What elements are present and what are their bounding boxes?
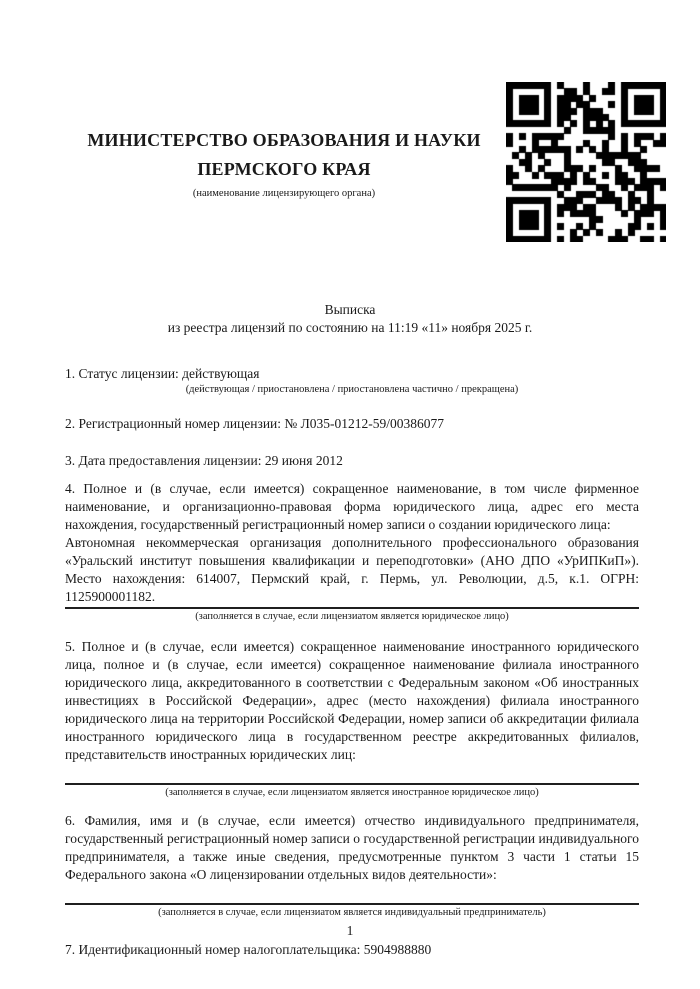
item-7-text: 7. Идентификационный номер налогоплательщика: 5904988880 xyxy=(65,942,432,957)
item-5-blank-field xyxy=(65,764,639,782)
item-license-date xyxy=(65,452,639,470)
document-title-line2: из реестра лицензий по состоянию на 11:19 «11» ноября 2025 г. xyxy=(167,319,533,335)
licensing-authority-block xyxy=(58,126,510,199)
item-foreign-entity xyxy=(65,638,639,800)
item-5-caption: (заполняется в случае, если лицензиатом является иностранное юридическое лицо) xyxy=(65,783,639,800)
document-title-block xyxy=(0,301,700,336)
item-6-text: 6. Фамилия, имя и (в случае, если имеется) отчество индивидуального предпринимателя, государственный регистрационный номер записи о государственной регистрации индивидуального предпринимателя, а также иные сведения, предусмотренные пунктом 3 части 1 статьи 15 Федерального закона «О лицензировании отдельных видов деятельности»: xyxy=(65,813,639,882)
ministry-caption: (наименование лицензирующего органа) xyxy=(192,188,376,199)
item-6-blank-field xyxy=(65,884,639,902)
item-3-text: 3. Дата предоставления лицензии: 29 июня 2012 xyxy=(65,453,343,468)
ministry-name-line2: ПЕРМСКОГО КРАЯ xyxy=(197,159,371,179)
item-2-text: 2. Регистрационный номер лицензии: № Л035-01212-59/00386077 xyxy=(65,416,445,431)
page-number: 1 xyxy=(346,923,354,938)
item-taxpayer-number xyxy=(65,941,639,959)
item-1-text: 1. Статус лицензии: действующая xyxy=(65,366,260,381)
item-4-caption: (заполняется в случае, если лицензиатом является юридическое лицо) xyxy=(65,607,639,624)
item-6-caption: (заполняется в случае, если лицензиатом является индивидуальный предприниматель) xyxy=(65,903,639,920)
item-4-value: Автономная некоммерческая организация дополнительного профессионального образования «Уральский институт повышения квалификации и переподготовки» (АНО ДПО «УрИПКиП»). Место нахождения: 614007, Пермский край, г. Пермь, ул. Революции, д.5, к.1. ОГРН: 1125900001182. xyxy=(65,535,639,604)
item-legal-entity xyxy=(65,480,639,624)
document-body xyxy=(65,365,639,959)
item-license-status xyxy=(65,365,639,397)
ministry-name-line1: МИНИСТЕРСТВО ОБРАЗОВАНИЯ И НАУКИ xyxy=(87,130,481,150)
item-registration-number xyxy=(65,415,639,433)
document-title-line1: Выписка xyxy=(324,302,376,317)
item-individual-entrepreneur xyxy=(65,812,639,920)
item-4-text: 4. Полное и (в случае, если имеется) сокращенное наименование, в том числе фирменное наименование, и организационно-правовая форма юридического лица, адрес его места нахождения, государственный регистрационный номер записи о создании юридического лица: xyxy=(65,481,639,532)
item-1-caption: (действующая / приостановлена / приостановлена частично / прекращена) xyxy=(185,384,519,395)
qr-code-icon xyxy=(506,82,666,242)
item-5-text: 5. Полное и (в случае, если имеется) сокращенное наименование иностранного юридического лица, полное и (в случае, если имеется) сокращенное наименование филиала иностранного юридического лица, аккредитованного в соответствии с Федеральным законом «Об иностранных инвестициях в Российской Федерации», адрес (место нахождения) филиала иностранного юридического лица на территории Российской Федерации, номер записи об аккредитации филиала иностранного юридического лица в государственном реестре аккредитованных филиалов, представительств иностранных юридических лиц: xyxy=(65,639,639,762)
